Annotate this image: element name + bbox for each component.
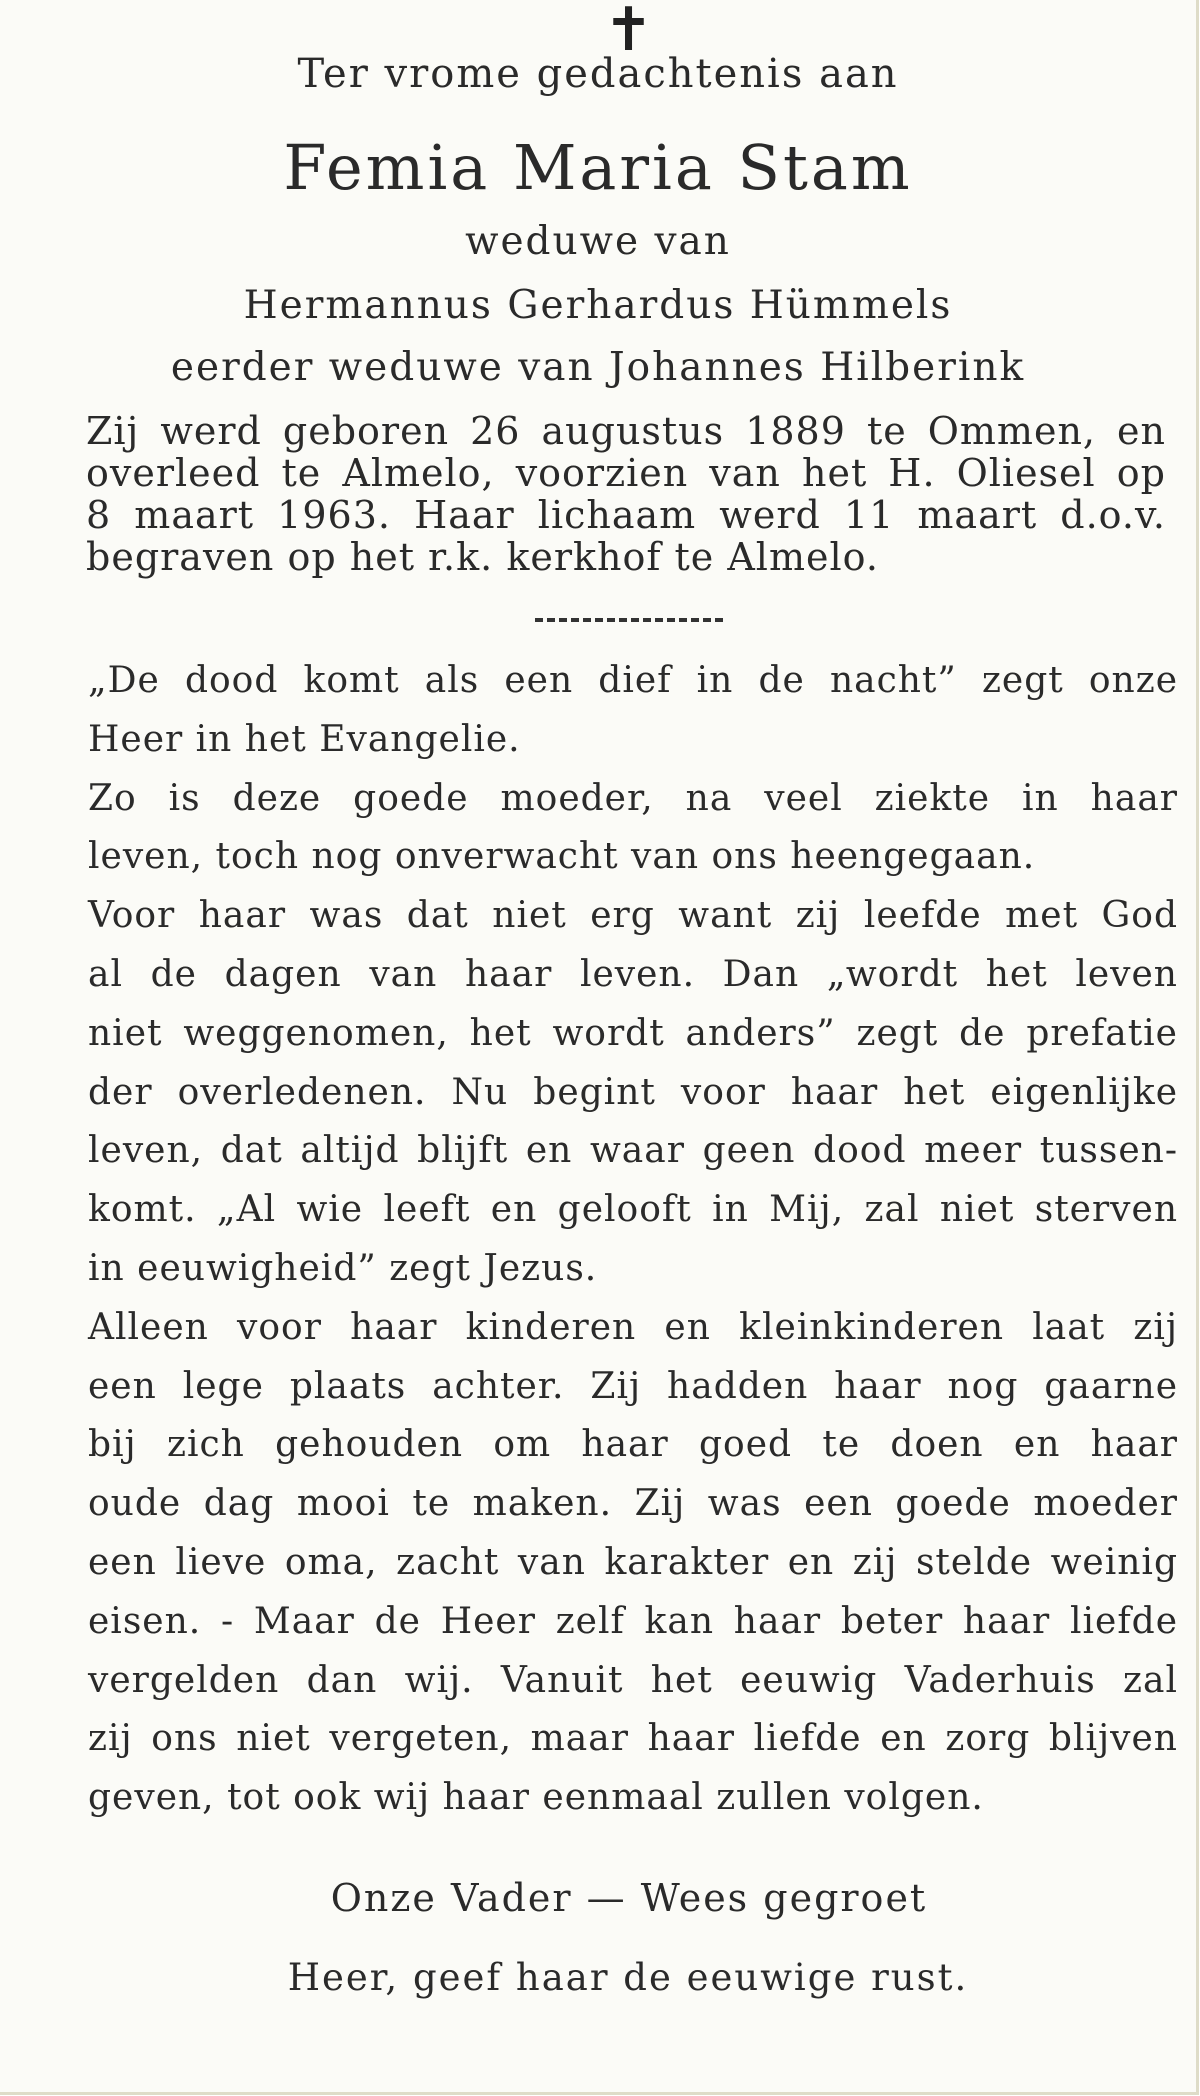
meditation-line: vergelden dan wij. Vanuit het eeuwig Vaderhuis zal <box>88 1659 1178 1701</box>
widow-of-label: weduwe van <box>465 219 731 264</box>
meditation-line: komt. „Al wie leeft en gelooft in Mij, zal niet sterven <box>88 1189 1178 1231</box>
meditation-line: zij ons niet vergeten, maar haar liefde en zorg blijven <box>88 1718 1178 1760</box>
meditation-line: oude dag mooi te maken. Zij was een goede moeder <box>88 1483 1178 1525</box>
meditation-line: geven, tot ook wij haar eenmaal zullen volgen. <box>88 1777 984 1819</box>
meditation-line: een lieve oma, zacht van karakter en zij stelde weinig <box>88 1541 1178 1583</box>
biography-line: Zij werd geboren 26 augustus 1889 te Ommen, en <box>86 409 1166 453</box>
meditation-line: Alleen voor haar kinderen en kleinkinderen laat zij <box>88 1306 1178 1348</box>
biography-line: overleed te Almelo, voorzien van het H. Oliesel op <box>86 451 1166 495</box>
husband-name: Hermannus Gerhardus Hümmels <box>243 283 953 328</box>
closing-prayers: Onze Vader — Wees gegroet <box>330 1876 928 1920</box>
earlier-widow-line: eerder weduwe van Johannes Hilberink <box>170 345 1026 390</box>
intro-line: Ter vrome gedachtenis aan <box>297 51 899 97</box>
cross-icon: ✝ <box>603 0 655 65</box>
meditation-line: eisen. - Maar de Heer zelf kan haar beter haar liefde <box>88 1600 1178 1642</box>
biography-line: begraven op het r.k. kerkhof te Almelo. <box>86 535 879 579</box>
meditation-line: Voor haar was dat niet erg want zij leefde met God <box>88 895 1178 937</box>
meditation-line: „De dood komt als een dief in de nacht” zegt onze <box>88 660 1178 701</box>
meditation-line: Heer in het Evangelie. <box>88 718 521 760</box>
section-divider <box>535 618 723 622</box>
biography-paragraph <box>86 410 1166 578</box>
meditation-line: al de dagen van haar leven. Dan „wordt het leven <box>88 953 1178 995</box>
meditation-line: der overledenen. Nu begint voor haar het eigenlijke <box>88 1071 1178 1113</box>
meditation-line: leven, toch nog onverwacht van ons heengegaan. <box>88 836 1036 878</box>
meditation-line: niet weggenomen, het wordt anders” zegt de prefatie <box>88 1012 1178 1054</box>
meditation-line: Zo is deze goede moeder, na veel ziekte in haar <box>88 777 1178 819</box>
meditation-line: leven, dat altijd blijft en waar geen dood meer tussen- <box>88 1130 1178 1172</box>
meditation-line: bij zich gehouden om haar goed te doen en haar <box>88 1424 1178 1466</box>
closing-rest-line: Heer, geef haar de eeuwige rust. <box>287 1956 969 1999</box>
meditation-line: een lege plaats achter. Zij hadden haar nog gaarne <box>88 1365 1178 1407</box>
meditation-line: in eeuwigheid” zegt Jezus. <box>88 1247 598 1289</box>
biography-line: 8 maart 1963. Haar lichaam werd 11 maart d.o.v. <box>86 493 1166 537</box>
deceased-name: Femia Maria Stam <box>283 131 913 204</box>
meditation-paragraph <box>88 652 1178 1828</box>
